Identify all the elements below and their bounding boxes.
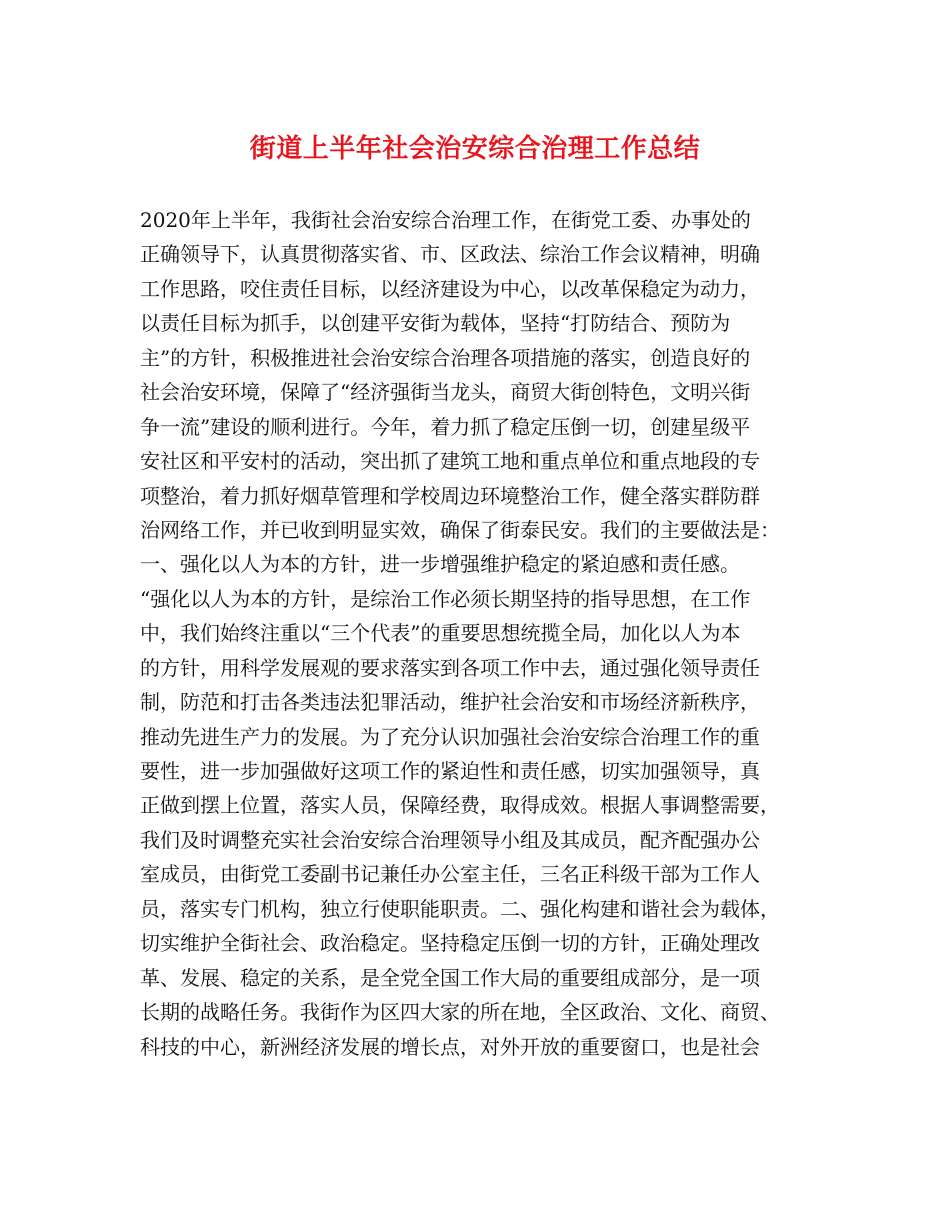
body-line: 正做到摆上位置，落实人员，保障经费，取得成效。根据人事调整需要， [140,793,780,818]
body-line: 以责任目标为抓手，以创建平安街为载体，坚持“打防结合、预防为 [140,311,731,336]
body-line: 推动先进生产力的发展。为了充分认识加强社会治安综合治理工作的重 [140,724,760,749]
body-line: 安社区和平安村的活动，突出抓了建筑工地和重点单位和重点地段的专 [140,449,760,474]
body-line: 2020年上半年，我街社会治安综合治理工作，在街党工委、办事处的 [140,208,751,232]
body-line: 项整治，着力抓好烟草管理和学校周边环境整治工作，健全落实群防群 [140,483,760,508]
body-line: 工作思路，咬住责任目标，以经济建设为中心，以改革保稳定为动力， [140,276,760,301]
body-line: 社会治安环境，保障了“经济强街当龙头，商贸大街创特色，文明兴街 [140,380,751,405]
body-line: 一、强化以人为本的方针，进一步增强维护稳定的紧迫感和责任感。 [140,552,740,577]
body-line: 中，我们始终注重以“三个代表”的重要思想统揽全局，加化以人为本 [140,621,741,646]
document-title: 街道上半年社会治安综合治理工作总结 [249,134,701,164]
body-line: 革、发展、稳定的关系，是全党全国工作大局的重要组成部分，是一项 [140,965,760,990]
body-line: 长期的战略任务。我街作为区四大家的所在地，全区政治、文化、商贸、 [140,1000,780,1025]
body-line: 正确领导下，认真贯彻落实省、市、区政法、综治工作会议精神，明确 [140,242,760,267]
document-body [140,203,820,1064]
body-line: “强化以人为本的方针，是综治工作必须长期坚持的指导思想，在工作 [140,586,751,611]
body-line: 室成员，由街党工委副书记兼任办公室主任，三名正科级干部为工作人 [140,862,760,887]
body-line: 的方针，用科学发展观的要求落实到各项工作中去，通过强化领导责任 [140,655,760,680]
body-line: 主”的方针，积极推进社会治安综合治理各项措施的落实，创造良好的 [140,345,751,370]
body-line: 要性，进一步加强做好这项工作的紧迫性和责任感，切实加强领导，真 [140,759,760,783]
body-line: 科技的中心，新洲经济发展的增长点，对外开放的重要窗口，也是社会 [140,1034,760,1059]
body-line: 切实维护全街社会、政治稳定。坚持稳定压倒一切的方针，正确处理改 [140,931,760,956]
body-line: 员，落实专门机构，独立行使职能职责。二、强化构建和谐社会为载体， [140,896,780,921]
body-line: 争一流”建设的顺利进行。今年，着力抓了稳定压倒一切，创建星级平 [140,414,751,439]
body-line: 治网络工作，并已收到明显实效，确保了街泰民安。我们的主要做法是： [140,517,780,542]
body-line: 制，防范和打击各类违法犯罪活动，维护社会治安和市场经济新秩序， [140,690,760,715]
body-line: 我们及时调整充实社会治安综合治理领导小组及其成员，配齐配强办公 [140,827,760,852]
